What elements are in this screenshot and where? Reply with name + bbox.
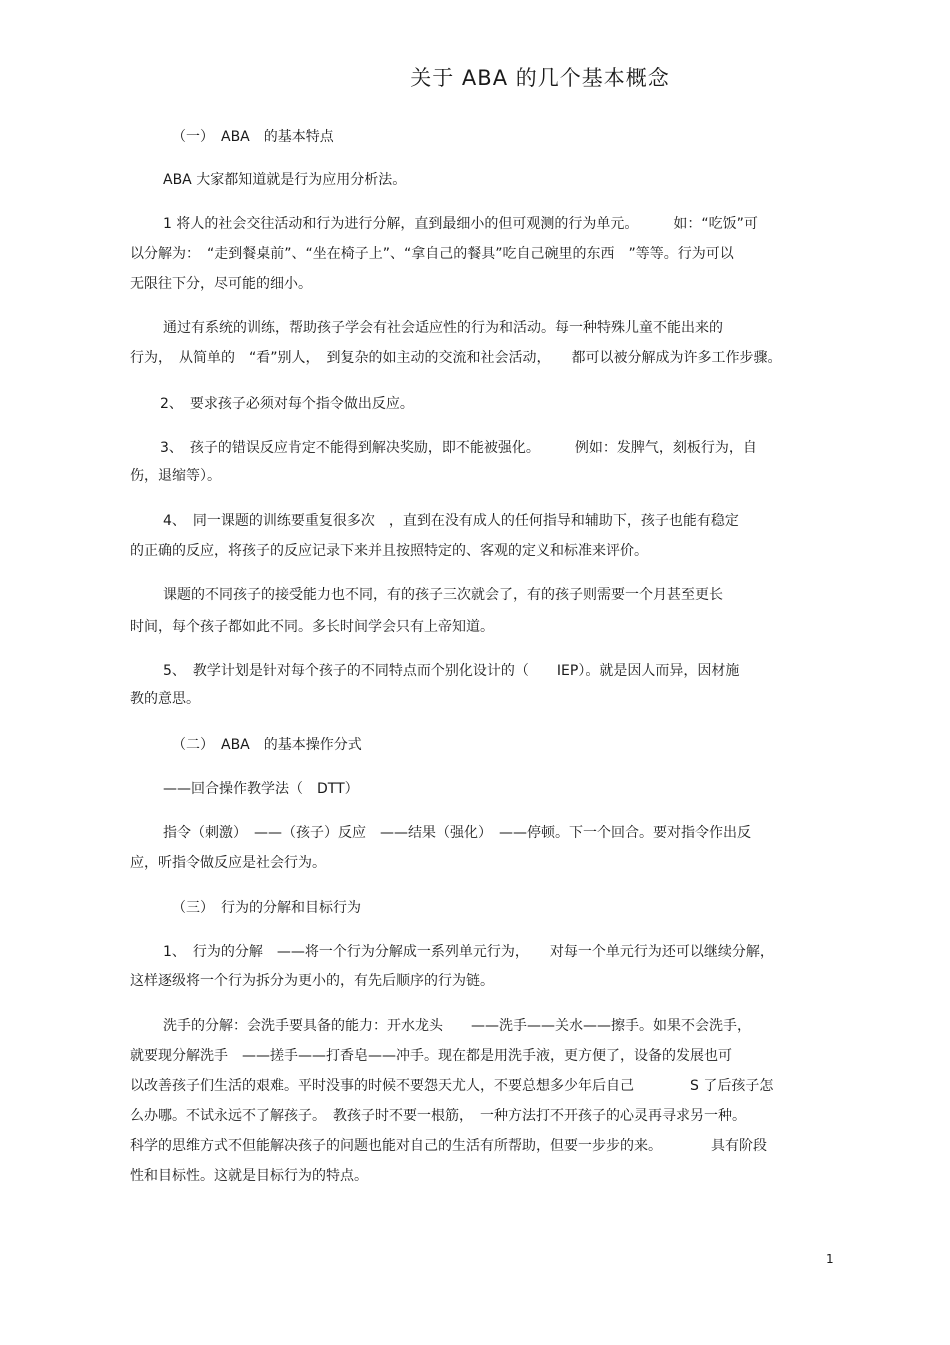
paragraph-line: 无限往下分，尽可能的细小。 bbox=[130, 276, 312, 292]
paragraph-line: 就要现分解洗手 ——搓手——打香皂——冲手。现在都是用洗手液，更方便了，设备的发展也可 bbox=[130, 1048, 732, 1064]
paragraph-line: ABA 大家都知道就是行为应用分析法。 bbox=[163, 172, 407, 188]
section-heading-2: （二） ABA 的基本操作分式 bbox=[172, 737, 362, 753]
paragraph-line: 的正确的反应，将孩子的反应记录下来并且按照特定的、客观的定义和标准来评价。 bbox=[130, 543, 648, 559]
paragraph-line: 通过有系统的训练，帮助孩子学会有社会适应性的行为和活动。每一种特殊儿童不能出来的 bbox=[163, 320, 723, 336]
paragraph-line: 么办哪。不试永远不了解孩子。 教孩子时不要一根筋， 一种方法打不开孩子的心灵再寻求另一种。 bbox=[130, 1108, 746, 1124]
paragraph-line: 3、 孩子的错误反应肯定不能得到解决奖励，即不能被强化。 例如：发脾气，刻板行为，自 bbox=[160, 440, 757, 456]
page-number: 1 bbox=[826, 1252, 834, 1266]
paragraph-line: 这样逐级将一个行为拆分为更小的，有先后顺序的行为链。 bbox=[130, 973, 494, 989]
paragraph-line: 5、 教学计划是针对每个孩子的不同特点而个别化设计的（ IEP）。就是因人而异，因材施 bbox=[163, 663, 740, 679]
paragraph-line: 以改善孩子们生活的艰难。平时没事的时候不要怨天尤人，不要总想多少年后自己 S 了后孩子怎 bbox=[130, 1078, 774, 1094]
section-heading-1: （一） ABA 的基本特点 bbox=[172, 129, 334, 145]
paragraph-line: 1 将人的社会交往活动和行为进行分解，直到最细小的但可观测的行为单元。 如：“吃饭”可 bbox=[163, 216, 758, 232]
paragraph-line: 1、 行为的分解 ——将一个行为分解成一系列单元行为， 对每一个单元行为还可以继续分解， bbox=[163, 944, 774, 960]
paragraph-line: 以分解为： “走到餐桌前”、“坐在椅子上”、“拿自己的餐具”吃自己碗里的东西 ”等等。行为可以 bbox=[130, 246, 734, 262]
paragraph-line: 课题的不同孩子的接受能力也不同，有的孩子三次就会了，有的孩子则需要一个月甚至更长 bbox=[163, 587, 723, 603]
paragraph-line: 行为， 从简单的 “看”别人， 到复杂的如主动的交流和社会活动， 都可以被分解成为许多工作步骤。 bbox=[130, 350, 782, 366]
paragraph-line: 教的意思。 bbox=[130, 691, 200, 707]
paragraph-line: 洗手的分解：会洗手要具备的能力：开水龙头 ——洗手——关水——擦手。如果不会洗手， bbox=[163, 1018, 751, 1034]
paragraph-line: 应，听指令做反应是社会行为。 bbox=[130, 855, 326, 871]
paragraph-line: 伤，退缩等）。 bbox=[130, 468, 221, 484]
paragraph-line: 4、 同一课题的训练要重复很多次 ，直到在没有成人的任何指导和辅助下，孩子也能有稳定 bbox=[163, 513, 739, 529]
paragraph-line: 2、 要求孩子必须对每个指令做出反应。 bbox=[160, 396, 414, 412]
document-title: 关于 ABA 的几个基本概念 bbox=[410, 66, 670, 90]
paragraph-line: 科学的思维方式不但能解决孩子的问题也能对自己的生活有所帮助，但要一步步的来。 具有阶段 bbox=[130, 1138, 767, 1154]
paragraph-line: ——回合操作教学法（ DTT） bbox=[163, 781, 359, 797]
paragraph-line: 时间，每个孩子都如此不同。多长时间学会只有上帝知道。 bbox=[130, 619, 494, 635]
paragraph-line: 性和目标性。这就是目标行为的特点。 bbox=[130, 1168, 368, 1184]
paragraph-line: 指令（刺激） ——（孩子）反应 ——结果（强化） ——停顿。下一个回合。要对指令作出反 bbox=[163, 825, 751, 841]
section-heading-3: （三） 行为的分解和目标行为 bbox=[172, 900, 361, 916]
